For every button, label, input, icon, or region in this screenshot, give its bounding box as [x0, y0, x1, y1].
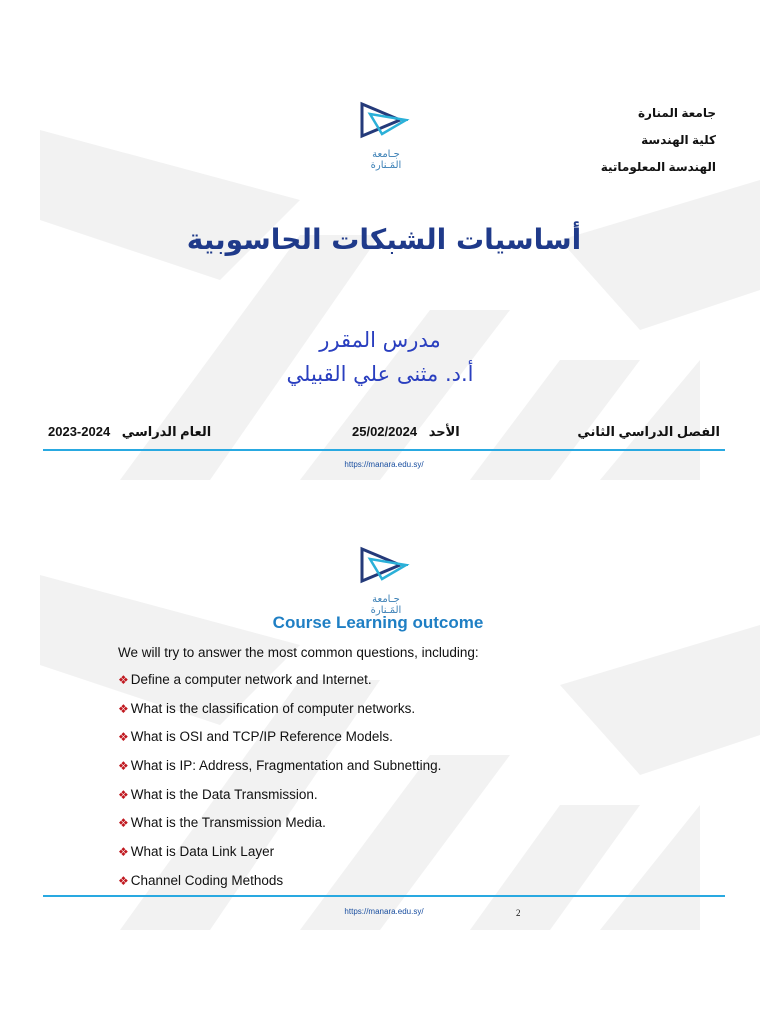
list-item: [118, 701, 441, 730]
academic-year: [48, 424, 211, 440]
list-item: [118, 815, 441, 844]
university-logo: [356, 545, 416, 616]
list-item-text: What is OSI and TCP/IP Reference Models.: [130, 729, 393, 745]
diamond-bullet-icon: ❖: [118, 730, 129, 745]
list-item-text: What is the classification of computer networks.: [130, 700, 416, 716]
year-value: 2023-2024: [48, 424, 111, 439]
footer-rule: [43, 449, 725, 451]
title-slide: [0, 60, 768, 480]
department-name: الهندسة المعلوماتية: [600, 160, 716, 174]
instructor-label: مدرس المقرر: [319, 328, 441, 352]
footer-url[interactable]: https://manara.edu.sy/: [344, 460, 424, 469]
diamond-bullet-icon: ❖: [118, 873, 129, 888]
date-day: الأحد: [428, 424, 460, 439]
list-item-text: What is the Data Transmission.: [130, 786, 318, 802]
slide-title: Course Learning outcome: [272, 613, 484, 632]
list-item-text: What is the Transmission Media.: [130, 815, 326, 831]
footer-rule: [43, 895, 725, 897]
list-item: [118, 787, 441, 816]
list-item: [118, 758, 441, 787]
diamond-bullet-icon: ❖: [118, 673, 129, 687]
logo-text: جـامعة المَـنارة: [370, 149, 402, 171]
list-item-text: Define a computer network and Internet.: [130, 672, 372, 687]
diamond-bullet-icon: ❖: [118, 759, 129, 774]
university-logo: [356, 100, 416, 171]
page-number: 2: [516, 908, 521, 918]
course-title: أساسيات الشبكات الحاسوبية: [186, 223, 582, 256]
diamond-bullet-icon: ❖: [118, 845, 129, 860]
list-item-text: Channel Coding Methods: [130, 872, 284, 888]
lecture-date: [352, 424, 460, 440]
instructor-name: أ.د. مثنى علي القبيلي: [286, 362, 474, 386]
logo-text: جـامعة المَـنارة: [370, 594, 402, 616]
list-item: [118, 873, 441, 902]
manara-triangle-logo-icon: [356, 545, 416, 589]
list-item: [118, 844, 441, 873]
list-item-text: What is IP: Address, Fragmentation and Subnetting.: [130, 758, 442, 774]
footer-url[interactable]: https://manara.edu.sy/: [344, 907, 424, 916]
list-item: [118, 729, 441, 758]
diamond-bullet-icon: ❖: [118, 816, 129, 831]
diamond-bullet-icon: ❖: [118, 787, 129, 802]
university-name: جامعة المنارة: [637, 106, 716, 120]
semester: الفصل الدراسي الثاني: [577, 424, 720, 439]
outcome-list: [118, 672, 441, 902]
diamond-bullet-icon: ❖: [118, 701, 129, 716]
list-item-text: What is Data Link Layer: [130, 844, 275, 860]
list-item: [118, 672, 441, 701]
outcome-slide: [0, 505, 768, 930]
intro-text: We will try to answer the most common questions, including:: [118, 645, 479, 660]
year-label: العام الدراسي: [121, 424, 212, 439]
faculty-name: كلية الهندسة: [641, 133, 716, 147]
date-value: 25/02/2024: [352, 424, 418, 439]
manara-triangle-logo-icon: [356, 100, 416, 144]
